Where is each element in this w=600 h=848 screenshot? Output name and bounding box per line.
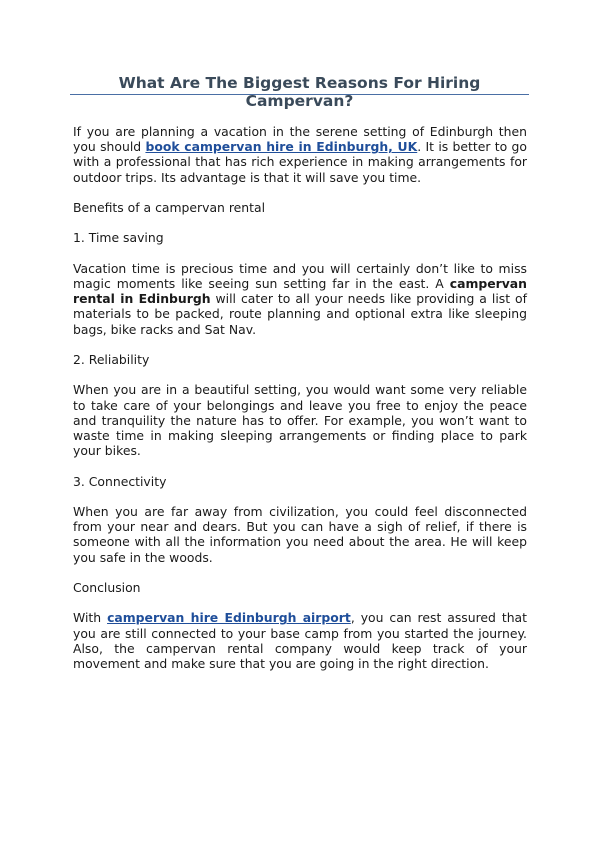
document-body (73, 124, 527, 671)
section-heading-time-saving: 1. Time saving (73, 230, 164, 246)
conclusion-text-before: With (73, 610, 108, 626)
title-underline (70, 94, 529, 95)
time-saving-bold-phrase: campervan rental in Edinburgh (73, 275, 527, 307)
section-heading-reliability: 2. Reliability (73, 351, 150, 367)
conclusion-text-after: , you can rest assured that you are still connected to your base camp from you started the journey. Also, the campervan rental company would keep track of your movement and make sure that you are going in the right direction. (73, 610, 527, 671)
intro-text-before: If you are planning a vacation in the serene setting of Edinburgh then you should (73, 124, 527, 155)
page-title: What Are The Biggest Reasons For Hiring Campervan? (118, 74, 481, 110)
time-saving-paragraph (73, 261, 527, 337)
conclusion-paragraph (73, 610, 527, 671)
time-saving-text-after: will cater to all your needs like providing a list of materials to be packed, route planning and optional extra like sleeping bags, bike racks and Sat Nav. (73, 291, 527, 337)
reliability-paragraph: When you are in a beautiful setting, you would want some very reliable to take care of your belongings and leave you free to enjoy the peace and tranquility the nature has to offer. For example, you won’t want to waste time in making sleeping arrangements or finding place to park your bikes. (73, 382, 527, 459)
book-campervan-link[interactable]: book campervan hire in Edinburgh, UK (145, 139, 418, 155)
connectivity-paragraph: When you are far away from civilization, you could feel disconnected from your near and dears. But you can have a sigh of relief, if there is someone with all the information you need about the area. He will keep you safe in the woods. (73, 503, 527, 565)
airport-hire-link[interactable]: campervan hire Edinburgh airport (107, 610, 351, 626)
section-heading-connectivity: 3. Connectivity (73, 473, 167, 489)
intro-text-after: . It is better to go with a professional that has rich experience in making arrangements for outdoor trips. Its advantage is that it will save you time. (73, 139, 527, 185)
time-saving-text-before: Vacation time is precious time and you will certainly don’t like to miss magic moments like seeing sun setting far in the east. A (73, 260, 527, 291)
benefits-heading: Benefits of a campervan rental (73, 200, 266, 215)
intro-paragraph (73, 124, 527, 185)
conclusion-heading: Conclusion (73, 579, 141, 595)
